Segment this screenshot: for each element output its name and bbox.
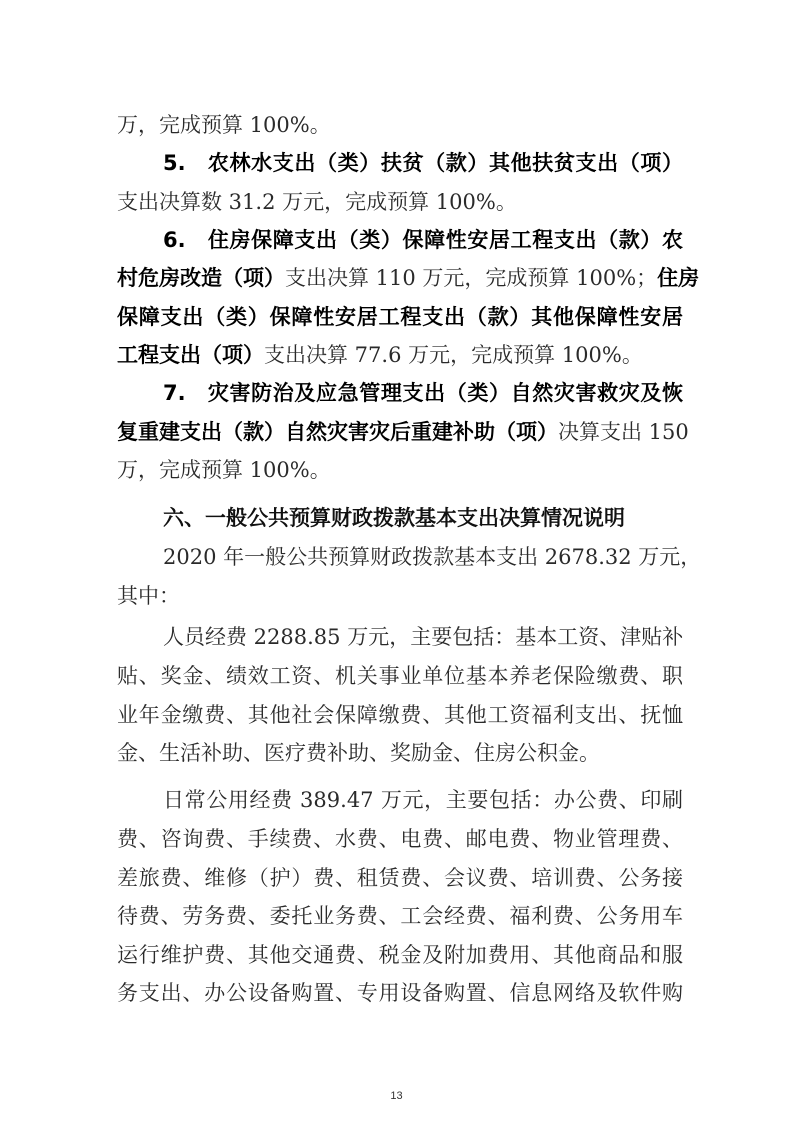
text-line xyxy=(163,378,683,408)
text-line xyxy=(117,738,683,768)
text-line xyxy=(117,940,683,970)
body-text: 其中： xyxy=(117,584,180,608)
text-line xyxy=(163,622,683,652)
bold-text: 7. 灾害防治及应急管理支出（类）自然灾害救灾及恢 xyxy=(163,381,683,405)
bold-text: 5. 农林水支出（类）扶贫（款）其他扶贫支出（项） xyxy=(163,151,683,175)
text-line xyxy=(163,148,683,178)
body-text: 贴、奖金、绩效工资、机关事业单位基本养老保险缴费、职 xyxy=(117,664,683,688)
page-number: 13 xyxy=(390,1090,403,1102)
body-text: 人员经费 2288.85 万元，主要包括：基本工资、津贴补 xyxy=(163,625,684,649)
text-line xyxy=(117,824,683,854)
body-text: 务支出、办公设备购置、专用设备购置、信息网络及软件购 xyxy=(117,981,683,1005)
body-text: 万，完成预算 100%。 xyxy=(117,113,331,137)
text-line xyxy=(117,340,683,370)
body-text: 万，完成预算 100%。 xyxy=(117,458,331,482)
bold-text: 6. 住房保障支出（类）保障性安居工程支出（款）农 xyxy=(163,228,683,252)
text-line xyxy=(117,302,683,332)
body-text: 日常公用经费 389.47 万元，主要包括：办公费、印刷 xyxy=(163,788,683,812)
bold-text: 工程支出（项） xyxy=(117,343,264,367)
text-line xyxy=(117,110,683,140)
text-line xyxy=(117,187,683,217)
text-line xyxy=(117,700,683,730)
text-line xyxy=(163,225,683,255)
bold-text: 住房 xyxy=(657,266,700,290)
bold-text: 村危房改造（项） xyxy=(117,266,285,290)
body-text: 差旅费、维修（护）费、租赁费、会议费、培训费、公务接 xyxy=(117,866,683,890)
text-line xyxy=(163,785,683,815)
body-text: 待费、劳务费、委托业务费、工会经费、福利费、公务用车 xyxy=(117,904,683,928)
text-line xyxy=(163,542,702,572)
text-line xyxy=(117,581,683,611)
body-text: 支出决算 110 万元，完成预算 100%； xyxy=(285,266,658,290)
body-text: 2020 年一般公共预算财政拨款基本支出 2678.32 万元， xyxy=(163,545,702,569)
text-line xyxy=(117,661,683,691)
bold-text: 六、一般公共预算财政拨款基本支出决算情况说明 xyxy=(163,506,625,530)
body-text: 业年金缴费、其他社会保障缴费、其他工资福利支出、抚恤 xyxy=(117,703,683,727)
text-line xyxy=(117,863,683,893)
text-line xyxy=(117,901,683,931)
body-text: 金、生活补助、医疗费补助、奖励金、住房公积金。 xyxy=(117,741,600,765)
body-text: 运行维护费、其他交通费、税金及附加费用、其他商品和服 xyxy=(117,943,683,967)
body-text: 支出决算 77.6 万元，完成预算 100%。 xyxy=(264,343,643,367)
text-line xyxy=(117,978,683,1008)
body-text: 支出决算数 31.2 万元，完成预算 100%。 xyxy=(117,190,517,214)
body-text: 决算支出 150 xyxy=(558,420,689,444)
bold-text: 复重建支出（款）自然灾害灾后重建补助（项） xyxy=(117,420,558,444)
text-line xyxy=(117,455,683,485)
bold-text: 保障支出（类）保障性安居工程支出（款）其他保障性安居 xyxy=(117,305,683,329)
section-heading xyxy=(163,503,683,533)
body-text: 费、咨询费、手续费、水费、电费、邮电费、物业管理费、 xyxy=(117,827,683,851)
text-line xyxy=(117,417,689,447)
text-line xyxy=(117,263,700,293)
